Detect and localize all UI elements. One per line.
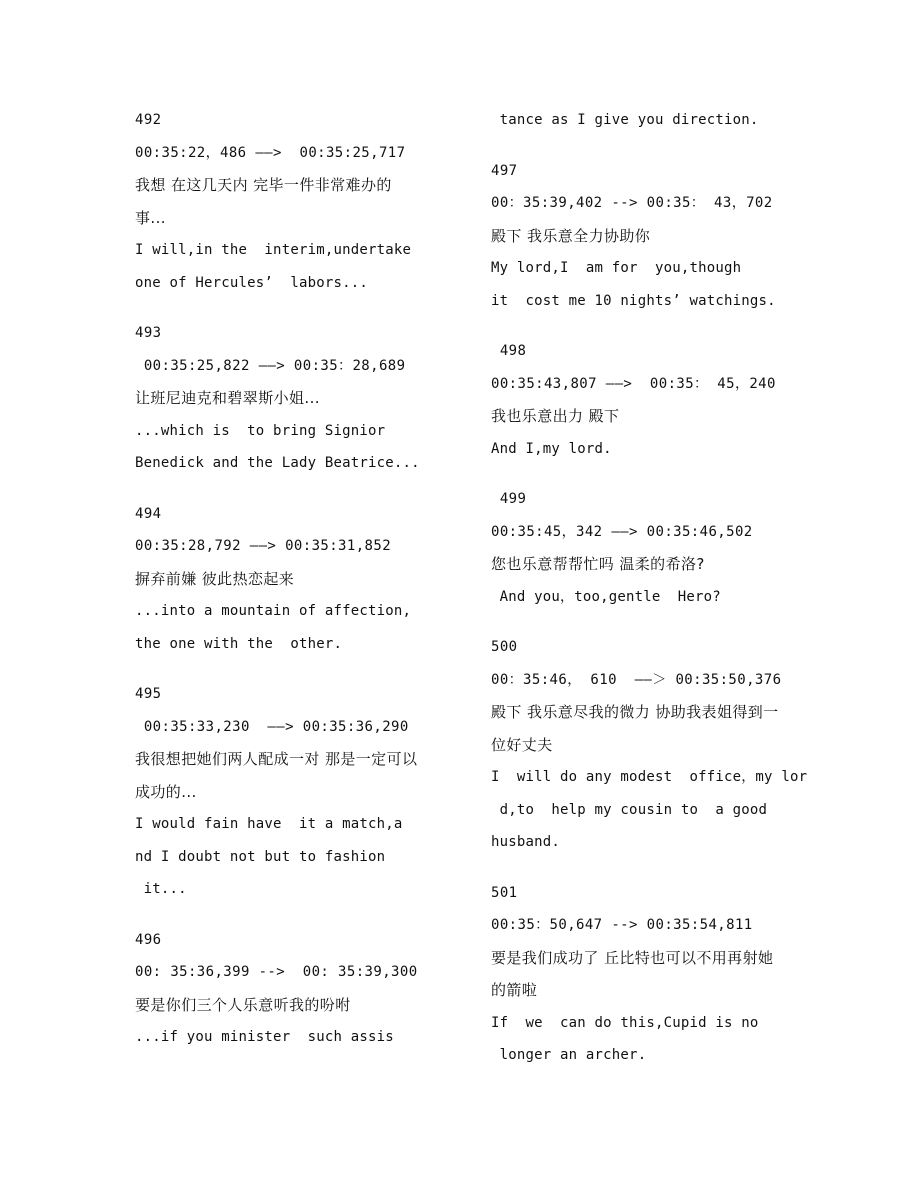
subtitle-chinese-line: 我想 在这几天内 完毕一件非常难办的 <box>135 176 392 194</box>
subtitle-timecode: 00: 35:36,399 --> 00: 35:39,300 <box>135 964 418 980</box>
entry-spacer <box>491 465 811 483</box>
subtitle-chinese-line: 的箭啦 <box>491 981 538 999</box>
subtitle-english-line: And I,my lord. <box>491 440 612 457</box>
subtitle-english-line: it cost me 10 nights’ watchings. <box>491 292 776 309</box>
subtitle-index: 493 <box>135 325 162 341</box>
subtitle-chinese-line: 让班尼迪克和碧翠斯小姐... <box>135 389 320 407</box>
subtitle-entry <box>491 877 811 1072</box>
subtitle-chinese-line: 位好丈夫 <box>491 735 553 754</box>
left-column <box>135 104 455 1054</box>
subtitle-index: 496 <box>135 931 162 948</box>
subtitle-index: 495 <box>135 686 162 702</box>
subtitle-english-line: Benedick and the Lady Beatrice... <box>135 455 420 471</box>
subtitle-entry <box>491 155 811 318</box>
subtitle-english-line: the one with the other. <box>135 635 343 652</box>
subtitle-entry <box>491 335 811 465</box>
subtitle-chinese-line: 摒弃前嫌 彼此热恋起来 <box>135 569 295 588</box>
subtitle-index: 499 <box>491 491 527 507</box>
entry-spacer <box>135 480 455 498</box>
subtitle-index: 494 <box>135 505 162 522</box>
subtitle-english-line: I will do any modest office，my lor <box>491 769 808 785</box>
subtitle-entry <box>135 678 455 906</box>
subtitle-english-line: ...into a mountain of affection, <box>135 603 412 619</box>
subtitle-index: 498 <box>491 343 527 359</box>
subtitle-chinese-line: 要是我们成功了 丘比特也可以不用再射她 <box>491 948 774 967</box>
entry-spacer <box>135 660 455 678</box>
subtitle-index: 492 <box>135 112 162 128</box>
subtitle-timecode: 00：35:39,402 --> 00:35： 43，702 <box>491 195 773 211</box>
subtitle-chinese-line: 要是你们三个人乐意听我的吩咐 <box>135 995 351 1014</box>
entry-spacer <box>491 859 811 877</box>
subtitle-timecode: 00:35:45，342 ——> 00:35:46,502 <box>491 523 753 540</box>
subtitle-chinese-line: 殿下 我乐意尽我的微力 协助我表姐得到一 <box>491 703 779 721</box>
subtitle-chinese-line: 您也乐意帮帮忙吗 温柔的希洛? <box>491 555 705 573</box>
subtitle-chinese-line: 事... <box>135 208 166 227</box>
subtitle-entry <box>135 924 455 1054</box>
subtitle-english-line: one of Hercules’ labors... <box>135 274 368 291</box>
subtitle-english-line: And you，too,gentle Hero? <box>491 588 721 605</box>
subtitle-english-line: I will,in the interim,undertake <box>135 242 412 258</box>
subtitle-index: 501 <box>491 884 518 901</box>
subtitle-chinese-line: 成功的... <box>135 782 197 801</box>
subtitle-english-line: ...which is to bring Signior <box>135 422 386 439</box>
subtitle-entry <box>135 498 455 661</box>
subtitle-english-line: tance as I give you direction. <box>491 112 759 128</box>
subtitle-timecode: 00:35:25,822 ——> 00:35：28,689 <box>135 357 406 374</box>
subtitle-entry <box>135 104 455 299</box>
entry-spacer <box>135 906 455 924</box>
subtitle-english-line: If we can do this,Cupid is no <box>491 1014 759 1031</box>
right-column <box>491 104 811 1072</box>
subtitle-index: 500 <box>491 639 518 655</box>
subtitle-entry <box>491 483 811 613</box>
entry-spacer <box>491 613 811 631</box>
subtitle-chinese-line: 我也乐意出力 殿下 <box>491 407 620 425</box>
subtitle-timecode: 00:35：50,647 --> 00:35:54,811 <box>491 917 753 933</box>
subtitle-english-line: My lord,I am for you,though <box>491 260 742 276</box>
subtitle-entry <box>135 317 455 480</box>
subtitle-timecode: 00:35:22，486 ——> 00:35:25,717 <box>135 144 406 161</box>
subtitle-english-line: ...if you minister such assis <box>135 1029 394 1045</box>
subtitle-chinese-line: 殿下 我乐意全力协助你 <box>491 226 651 245</box>
subtitle-english-line: d,to help my cousin to a good <box>491 801 768 818</box>
subtitle-english-line: longer an archer. <box>491 1047 647 1063</box>
entry-spacer <box>135 299 455 317</box>
subtitle-chinese-line: 我很想把她们两人配成一对 那是一定可以 <box>135 750 418 768</box>
subtitle-timecode: 00：35:46， 610 ——＞ 00:35:50,376 <box>491 671 782 688</box>
subtitle-entry <box>491 631 811 859</box>
subtitle-index: 497 <box>491 162 518 179</box>
subtitle-entry <box>491 104 811 137</box>
subtitle-timecode: 00:35:33,230 ——> 00:35:36,290 <box>135 718 409 735</box>
entry-spacer <box>491 317 811 335</box>
subtitle-timecode: 00:35:43,807 ——> 00:35： 45，240 <box>491 375 776 392</box>
subtitle-english-line: it... <box>135 881 187 897</box>
entry-spacer <box>491 137 811 155</box>
subtitle-timecode: 00:35:28,792 ——> 00:35:31,852 <box>135 538 392 554</box>
subtitle-english-line: I would fain have it a match,a <box>135 816 403 832</box>
subtitle-english-line: nd I doubt not but to fashion <box>135 848 386 865</box>
subtitle-english-line: husband. <box>491 834 561 850</box>
